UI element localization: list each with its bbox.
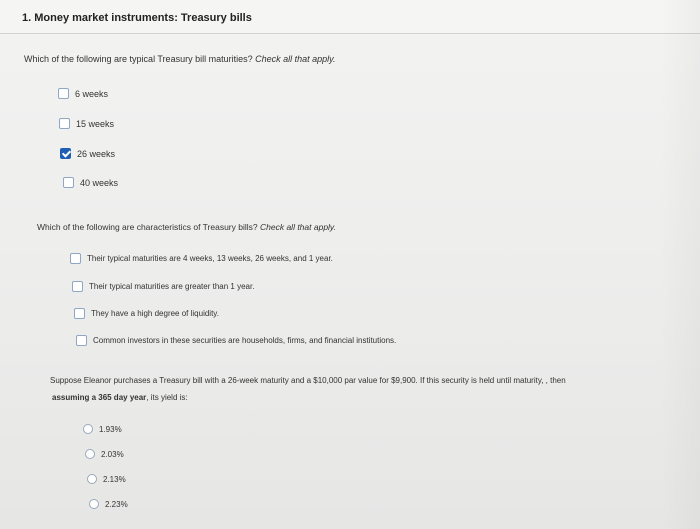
q3-prompt-line2	[52, 393, 188, 402]
checkbox[interactable]	[63, 177, 74, 188]
q1-option-40-weeks[interactable]	[63, 177, 118, 188]
q1-option-label: 26 weeks	[77, 148, 116, 159]
radio-button[interactable]	[87, 474, 97, 484]
q1-option-label: 40 weeks	[80, 177, 119, 188]
radio-button[interactable]	[89, 499, 99, 509]
q3-prompt-bold: assuming a 365 day year	[52, 393, 147, 402]
q2-option-label: They have a high degree of liquidity.	[91, 309, 219, 318]
q3-option-label: 2.23%	[105, 499, 128, 509]
q1-option-label: 6 weeks	[75, 88, 109, 99]
q3-option-2-23[interactable]	[89, 499, 128, 509]
q1-option-label: 15 weeks	[76, 118, 115, 129]
q1-option-6-weeks[interactable]	[58, 88, 108, 99]
q3-option-1-93[interactable]	[83, 424, 122, 434]
q1-option-26-weeks[interactable]	[60, 148, 115, 159]
checkbox[interactable]	[76, 335, 87, 346]
radio-button[interactable]	[83, 424, 93, 434]
q3-prompt-tail: , its yield is:	[146, 393, 188, 402]
q3-option-label: 2.13%	[103, 474, 126, 484]
checkbox[interactable]	[72, 281, 83, 292]
screen-edge-shade	[660, 0, 700, 529]
question-header	[0, 0, 700, 34]
q2-option-greater-than-1-year[interactable]	[72, 281, 254, 292]
checkbox[interactable]	[74, 308, 85, 319]
checkbox[interactable]	[58, 88, 69, 99]
q2-option-label: Their typical maturities are greater than 1 year.	[89, 282, 255, 291]
q2-option-high-liquidity[interactable]	[74, 308, 219, 319]
q1-prompt	[24, 54, 336, 64]
q3-option-label: 2.03%	[101, 449, 124, 459]
q2-option-label: Common investors in these securities are households, firms, and financial institutions.	[93, 336, 397, 345]
q1-option-15-weeks[interactable]	[59, 118, 114, 129]
q3-option-label: 1.93%	[99, 424, 122, 434]
q3-option-2-13[interactable]	[87, 474, 126, 484]
q1-prompt-main: Which of the following are typical Treasury bill maturities?	[24, 54, 253, 64]
checkbox[interactable]	[70, 253, 81, 264]
checkbox[interactable]	[59, 118, 70, 129]
q2-prompt-instruction: Check all that apply.	[260, 222, 336, 232]
q2-option-label: Their typical maturities are 4 weeks, 13 weeks, 26 weeks, and 1 year.	[87, 254, 333, 263]
q2-prompt-main: Which of the following are characteristics of Treasury bills?	[37, 222, 258, 232]
checkbox-checked[interactable]	[60, 148, 71, 159]
q2-option-typical-maturities[interactable]	[70, 253, 333, 264]
q1-prompt-instruction: Check all that apply.	[255, 54, 336, 64]
radio-button[interactable]	[85, 449, 95, 459]
q3-prompt-line1: Suppose Eleanor purchases a Treasury bill with a 26-week maturity and a $10,000 par value for $9,900. If this security is held until maturity, , then	[50, 376, 566, 385]
q2-prompt	[37, 222, 336, 232]
question-title: 1. Money market instruments: Treasury bills	[22, 12, 252, 24]
q3-option-2-03[interactable]	[85, 449, 124, 459]
q2-option-common-investors[interactable]	[76, 335, 396, 346]
